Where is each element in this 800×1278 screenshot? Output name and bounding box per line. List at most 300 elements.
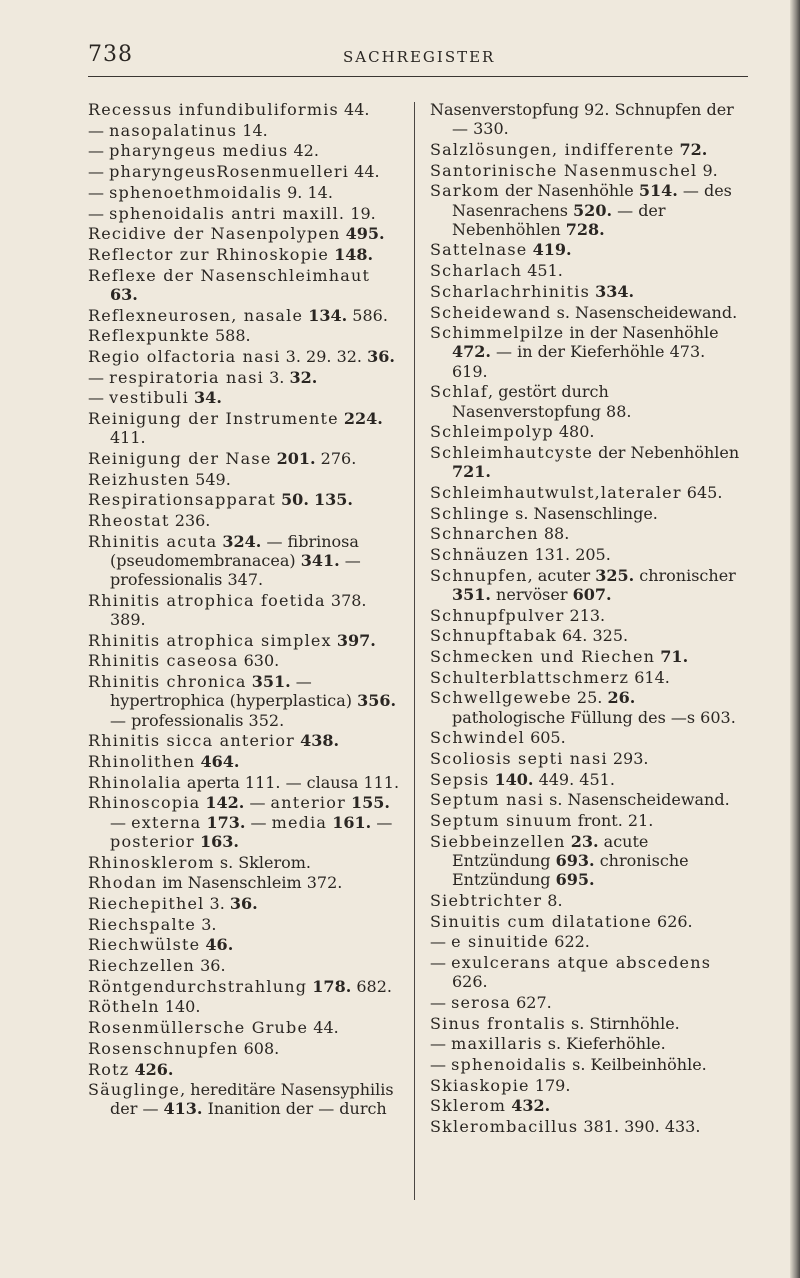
entry-text: — bbox=[88, 388, 110, 408]
entry-page-ref: 721. bbox=[452, 462, 491, 482]
entry-text: 3. bbox=[204, 893, 230, 913]
entry-page-ref: 63. bbox=[110, 284, 138, 304]
entry-text: front. 21. bbox=[572, 811, 654, 831]
entry-text: 179. bbox=[529, 1075, 571, 1095]
entry-headword: Reflexneurosen, nasale bbox=[88, 305, 304, 325]
entry-headword: Sinus frontalis bbox=[430, 1013, 566, 1033]
entry-headword: Reinigung der Nase bbox=[88, 448, 272, 468]
index-entry-riechzellen bbox=[88, 956, 402, 975]
index-entry-schleimhautcyste bbox=[430, 443, 742, 481]
entry-headword: posterior bbox=[110, 831, 195, 851]
entry-page-ref: 23. bbox=[570, 831, 599, 851]
entry-text: 25. bbox=[571, 688, 608, 708]
entry-page-ref: 163. bbox=[199, 831, 239, 851]
index-entry-skiaskopie bbox=[430, 1076, 742, 1095]
entry-headword: maxillaris bbox=[451, 1034, 543, 1054]
index-entry-sinus-frontalis bbox=[430, 1014, 742, 1033]
entry-headword: Rhinitis chronica bbox=[88, 672, 247, 692]
entry-text: 645. bbox=[681, 482, 723, 502]
entry-headword: Reflexpunkte bbox=[88, 326, 210, 346]
entry-text: — der Nebenhöhlen bbox=[452, 200, 666, 239]
column-divider bbox=[414, 102, 415, 1200]
index-entry-schleimpolyp bbox=[430, 422, 742, 441]
entry-text: Nasenverstopfung 92. Schnupfen der — 330. bbox=[430, 100, 734, 139]
index-entry-santorinische bbox=[430, 161, 742, 180]
entry-page-ref: 520. bbox=[573, 200, 613, 220]
entry-text: 411. bbox=[110, 428, 146, 448]
index-entry-septum-sinuum bbox=[430, 811, 742, 830]
entry-headword: Schnupfpulver bbox=[430, 605, 565, 625]
index-entry-sattelnase bbox=[430, 240, 742, 259]
entry-page-ref: 72. bbox=[679, 139, 708, 159]
entry-headword: Regio olfactoria nasi bbox=[88, 346, 281, 366]
entry-headword: Schlaf bbox=[430, 382, 489, 402]
entry-text: — bbox=[88, 162, 110, 182]
index-entry-roentgendurchstrahlung bbox=[88, 977, 402, 996]
entry-headword: Rhinolithen bbox=[88, 752, 196, 771]
index-entry-sinuitis-sinuitide bbox=[430, 932, 742, 951]
entry-headword: sphenoidalis bbox=[451, 1055, 568, 1075]
entry-headword: Recidive der Nasenpolypen bbox=[88, 224, 341, 244]
entry-headword: Schnarchen bbox=[430, 524, 539, 544]
index-entry-regio-respiratoria bbox=[88, 368, 402, 387]
entry-headword: Rötheln bbox=[88, 997, 160, 1017]
entry-text: aperta 111. — clausa 111. bbox=[181, 772, 400, 792]
index-entry-rhinosklerom bbox=[88, 853, 402, 872]
index-entry-recidive bbox=[88, 224, 402, 243]
index-entry-septum-nasi bbox=[430, 790, 742, 809]
entry-headword: anterior bbox=[270, 793, 346, 813]
entry-text: — des Nasenrachens bbox=[452, 181, 732, 220]
entry-text: 480. bbox=[553, 422, 595, 442]
index-entry-schlinge bbox=[430, 504, 742, 523]
entry-page-ref: 324. bbox=[222, 531, 262, 551]
index-entry-schnupftabak bbox=[430, 626, 742, 645]
entry-text: 588. bbox=[209, 326, 251, 346]
entry-page-ref: 693. bbox=[555, 851, 595, 871]
entry-page-ref: 142. bbox=[205, 793, 245, 813]
left-index-column bbox=[88, 100, 402, 1120]
entry-headword: Schnupftabak bbox=[430, 626, 557, 646]
entry-headword: sphenoidalis antri maxill. bbox=[109, 203, 346, 223]
entry-headword: media bbox=[271, 812, 328, 832]
entry-headword: Sklerombacillus bbox=[430, 1117, 579, 1137]
entry-text: chronischer bbox=[634, 565, 736, 585]
entry-headword: Rheostat bbox=[88, 511, 170, 531]
entry-page-ref: 413. bbox=[163, 1099, 203, 1119]
index-entry-rheostat bbox=[88, 511, 402, 530]
entry-text: 44. bbox=[349, 162, 380, 182]
entry-text: pathologische Füllung des —s 603. bbox=[452, 707, 736, 727]
entry-page-ref: 46. bbox=[205, 935, 234, 955]
entry-page-ref: 334. bbox=[595, 281, 635, 301]
entry-page-ref: 36. bbox=[367, 346, 395, 366]
index-entry-siebbeinzellen bbox=[430, 832, 742, 890]
entry-text: 44. bbox=[308, 1018, 339, 1038]
entry-headword: Reflector zur Rhinoskopie bbox=[88, 244, 330, 264]
entry-headword: Sattelnase bbox=[430, 240, 528, 260]
index-entry-saeuglinge bbox=[88, 1080, 402, 1118]
index-entry-schlaf bbox=[430, 382, 742, 420]
index-entry-reflector bbox=[88, 245, 402, 264]
index-entry-rhinitis-atrophica-simplex bbox=[88, 631, 402, 650]
entry-page-ref: 464. bbox=[200, 752, 240, 771]
entry-page-ref: 351. bbox=[452, 584, 491, 604]
entry-text: — bbox=[430, 932, 452, 952]
entry-headword: Scoliosis septi nasi bbox=[430, 749, 608, 768]
entry-headword: Recessus infundibuliformis bbox=[88, 100, 339, 119]
entry-headword: Schleimpolyp bbox=[430, 422, 554, 442]
entry-headword: Schwellgewebe bbox=[430, 688, 572, 708]
entry-text: Inanition der — durch bbox=[202, 1099, 387, 1119]
entry-text: — bbox=[110, 812, 132, 832]
index-entry-schnupfpulver bbox=[430, 606, 742, 625]
entry-headword: serosa bbox=[451, 992, 512, 1012]
entry-text: 3. 29. 32. bbox=[280, 346, 368, 366]
entry-text: chronische Entzündung bbox=[452, 851, 689, 890]
entry-page-ref: 695. bbox=[555, 870, 595, 890]
entry-text: — professionalis 352. bbox=[110, 710, 285, 730]
index-entry-scharlach bbox=[430, 261, 742, 280]
entry-page-ref: 36. bbox=[229, 893, 258, 913]
entry-text: 19. bbox=[345, 203, 376, 223]
entry-text: — bbox=[430, 953, 452, 973]
entry-headword: externa bbox=[131, 812, 202, 832]
entry-text: , acuter bbox=[527, 565, 596, 585]
index-entry-schwindel bbox=[430, 728, 742, 747]
entry-text: nervöser bbox=[490, 584, 573, 604]
entry-headword: Scharlach bbox=[430, 261, 523, 281]
entry-headword: Septum sinuum bbox=[430, 811, 573, 831]
entry-page-ref: 50. bbox=[281, 490, 309, 510]
entry-headword: Riechzellen bbox=[88, 956, 196, 976]
entry-page-ref: 472. bbox=[452, 342, 491, 362]
entry-page-ref: 71. bbox=[660, 646, 689, 666]
entry-headword: Siebbeinzellen bbox=[430, 831, 566, 851]
entry-page-ref: 438. bbox=[300, 731, 340, 751]
entry-text: der Nebenhöhlen bbox=[593, 442, 740, 462]
index-entry-schwellgewebe bbox=[430, 688, 742, 726]
entry-headword: vestibuli bbox=[109, 388, 189, 408]
index-entry-sinuitis-serosa bbox=[430, 993, 742, 1012]
index-entry-sepsis bbox=[430, 770, 742, 789]
entry-headword: Respirationsapparat bbox=[88, 490, 276, 510]
entry-page-ref: 356. bbox=[357, 691, 397, 711]
index-entry-rhinolalia bbox=[88, 773, 402, 792]
index-entry-rhinitis-sicca bbox=[88, 731, 402, 750]
entry-page-ref: 34. bbox=[194, 388, 222, 408]
index-entry-rosenschnupfen bbox=[88, 1039, 402, 1058]
entry-text: — bbox=[430, 992, 452, 1012]
entry-page-ref: 201. bbox=[276, 448, 316, 468]
entry-headword: pharyngeus medius bbox=[109, 141, 289, 161]
entry-headword: nasopalatinus bbox=[109, 120, 238, 140]
entry-headword: Rhinolalia bbox=[88, 772, 182, 792]
entry-text: 42. bbox=[288, 141, 319, 161]
entry-headword: Schleimhautcyste bbox=[430, 442, 593, 462]
entry-headword: Schnupfen bbox=[430, 565, 528, 585]
entry-headword: Sinuitis cum dilatatione bbox=[430, 911, 652, 931]
entry-text: 622. bbox=[549, 932, 590, 952]
index-entry-scoliosis bbox=[430, 749, 742, 768]
entry-headword: Rhinitis sicca anterior bbox=[88, 731, 295, 751]
entry-headword: Rhinoscopia bbox=[88, 793, 201, 813]
entry-text: 9. 14. bbox=[282, 182, 333, 202]
entry-text: 614. bbox=[629, 667, 670, 687]
index-entry-rhodan bbox=[88, 873, 402, 892]
index-entry-schnaeuzen bbox=[430, 545, 742, 564]
entry-headword: Rotz bbox=[88, 1059, 130, 1079]
entry-text: — bbox=[88, 141, 110, 161]
entry-text: 44. bbox=[338, 100, 370, 119]
entry-page-ref: 397. bbox=[336, 630, 376, 650]
entry-page-ref: 426. bbox=[134, 1059, 174, 1079]
entry-text: 3. bbox=[196, 914, 217, 934]
index-entry-reflexneurosen bbox=[88, 306, 402, 325]
entry-headword: Schmecken und Riechen bbox=[430, 646, 656, 666]
page-edge bbox=[790, 0, 800, 1278]
entry-text: 586. bbox=[347, 305, 388, 325]
entry-text: — bbox=[88, 203, 110, 223]
entry-text: — bbox=[88, 182, 110, 202]
entry-text: — bbox=[245, 812, 272, 832]
entry-headword: Reinigung der Instrumente bbox=[88, 409, 339, 429]
entry-text: 36. bbox=[195, 956, 226, 976]
entry-page-ref: 432. bbox=[511, 1096, 551, 1116]
entry-headword: exulcerans atque abscedens bbox=[451, 953, 712, 973]
index-entry-recessus bbox=[88, 100, 402, 119]
entry-headword: Septum nasi bbox=[430, 790, 545, 810]
entry-text: 451. bbox=[522, 261, 563, 281]
index-entry-scharlachrhinitis bbox=[430, 282, 742, 301]
entry-text: s. Nasenscheidewand. bbox=[551, 302, 738, 322]
index-entry-sinuitis bbox=[430, 912, 742, 931]
entry-headword: Rhinosklerom bbox=[88, 852, 215, 872]
entry-text: acute Entzündung bbox=[452, 831, 649, 871]
entry-text: 88. bbox=[538, 524, 570, 544]
entry-text: s. Stirnhöhle. bbox=[565, 1013, 680, 1033]
index-entry-reinigung-nase bbox=[88, 449, 402, 468]
entry-text: 608. bbox=[238, 1038, 280, 1058]
entry-text: 140. bbox=[159, 997, 201, 1017]
entry-headword: Säuglinge bbox=[88, 1080, 181, 1100]
entry-headword: Schulterblattschmerz bbox=[430, 667, 630, 687]
entry-text: — hypertrophica (hyperplastica) bbox=[110, 672, 358, 711]
index-entry-schnarchen bbox=[430, 524, 742, 543]
entry-headword: Riechepithel bbox=[88, 893, 205, 913]
entry-page-ref: 32. bbox=[289, 367, 318, 387]
entry-text: 276. bbox=[315, 448, 357, 468]
entry-headword: Sarkom bbox=[430, 181, 500, 201]
index-entry-pharyngeus-rosenmuelleri bbox=[88, 162, 402, 181]
entry-headword: pharyngeusRosenmuelleri bbox=[109, 162, 350, 182]
entry-text: 627. bbox=[511, 992, 552, 1012]
entry-headword: Rhinitis atrophica simplex bbox=[88, 630, 332, 650]
index-entry-salzloesungen bbox=[430, 140, 742, 159]
entry-text: 626. bbox=[452, 972, 488, 992]
index-entry-rotz bbox=[88, 1060, 402, 1079]
entry-headword: Skiaskopie bbox=[430, 1075, 530, 1095]
entry-text: 682. bbox=[351, 976, 392, 996]
entry-page-ref: 148. bbox=[334, 244, 374, 264]
entry-headword: Sepsis bbox=[430, 769, 490, 789]
index-entry-reinigung-instrumente bbox=[88, 409, 402, 447]
index-entry-regio-olfactoria bbox=[88, 347, 402, 366]
entry-headword: Rhinitis acuta bbox=[88, 531, 218, 551]
index-entry-sinus-maxillaris bbox=[430, 1034, 742, 1053]
index-entry-nasopalatinus bbox=[88, 121, 402, 140]
entry-text: s. Keilbeinhöhle. bbox=[567, 1055, 707, 1075]
entry-headword: Santorinische Nasenmuschel bbox=[430, 160, 698, 180]
entry-headword: Schimmelpilze bbox=[430, 323, 565, 343]
index-entry-reflexpunkte bbox=[88, 326, 402, 345]
entry-text: s. Nasenschlinge. bbox=[510, 503, 658, 523]
entry-text: 64. 325. bbox=[556, 626, 629, 646]
entry-text: 626. bbox=[651, 911, 693, 931]
index-entry-sinus-sphenoidalis bbox=[430, 1055, 742, 1074]
entry-text: 378. 389. bbox=[110, 590, 367, 630]
entry-text: 8. bbox=[542, 890, 563, 910]
entry-text: — fibrinosa (pseudomembranacea) bbox=[110, 531, 359, 570]
page-number: 738 bbox=[88, 42, 133, 67]
entry-text: 3. bbox=[264, 367, 290, 387]
entry-headword: e sinuitide bbox=[451, 932, 550, 952]
entry-text: — bbox=[88, 120, 110, 140]
entry-page-ref: 135. bbox=[313, 490, 353, 510]
index-entry-siebtrichter bbox=[430, 891, 742, 910]
entry-headword: sphenoethmoidalis bbox=[109, 182, 283, 202]
entry-headword: Riechwülste bbox=[88, 935, 201, 955]
index-entry-sphenoidalis bbox=[88, 204, 402, 223]
entry-page-ref: 419. bbox=[532, 240, 572, 260]
entry-page-ref: 140. bbox=[494, 769, 534, 789]
entry-page-ref: 161. bbox=[332, 812, 372, 832]
entry-text: — professionalis 347. bbox=[110, 550, 361, 590]
index-entry-sphenoethmoidalis bbox=[88, 183, 402, 202]
entry-headword: respiratoria nasi bbox=[109, 367, 264, 387]
entry-headword: Rosenmüllersche Grube bbox=[88, 1018, 309, 1038]
index-entry-riechepithel bbox=[88, 894, 402, 913]
index-entry-rhinolithen bbox=[88, 752, 402, 771]
header-rule bbox=[88, 76, 748, 77]
entry-page-ref: 514. bbox=[638, 181, 678, 201]
entry-text: in der Nasenhöhle bbox=[564, 323, 719, 343]
entry-page-ref: 224. bbox=[343, 409, 383, 429]
entry-headword: Riechspalte bbox=[88, 914, 197, 934]
entry-page-ref: 351. bbox=[251, 672, 291, 692]
entry-headword: Röntgendurchstrahlung bbox=[88, 976, 308, 996]
index-entry-rhinitis-atrophica-foetida bbox=[88, 591, 402, 629]
entry-text: s. Sklerom. bbox=[214, 852, 312, 872]
entry-headword: Siebtrichter bbox=[430, 890, 543, 910]
index-entry-schnupfen bbox=[430, 566, 742, 604]
entry-text: im Nasenschleim 372. bbox=[157, 873, 343, 893]
entry-text: — bbox=[371, 812, 393, 832]
entry-text: 236. bbox=[169, 511, 211, 531]
index-entry-sarkom bbox=[430, 181, 742, 239]
index-entry-reizhusten bbox=[88, 470, 402, 489]
entry-text: — bbox=[430, 1034, 452, 1054]
entry-headword: Schleimhautwulst,lateraler bbox=[430, 482, 682, 502]
index-entry-regio-vestibuli bbox=[88, 388, 402, 407]
index-entry-riechwuelste bbox=[88, 935, 402, 954]
entry-page-ref: 728. bbox=[565, 219, 605, 239]
entry-text: — bbox=[88, 367, 110, 387]
entry-headword: Sklerom bbox=[430, 1096, 507, 1116]
entry-text: 449. 451. bbox=[533, 769, 615, 789]
index-entry-schulterblattschmerz bbox=[430, 668, 742, 687]
entry-text: 213. bbox=[564, 605, 606, 625]
entry-text: — bbox=[430, 1055, 452, 1075]
index-entry-schleimhautwulst bbox=[430, 483, 742, 502]
entry-page-ref: 341. bbox=[300, 550, 340, 570]
entry-headword: Salzlösungen, indifferente bbox=[430, 139, 675, 159]
index-entry-pharyngeus bbox=[88, 141, 402, 160]
entry-headword: Rhodan bbox=[88, 873, 158, 893]
entry-text: — bbox=[244, 793, 271, 813]
entry-headword: Scheidewand bbox=[430, 302, 552, 322]
entry-headword: Rhinitis caseosa bbox=[88, 651, 239, 671]
entry-text: , gestört durch Nasenverstopfung 88. bbox=[452, 382, 632, 421]
index-entry-scheidewand bbox=[430, 303, 742, 322]
entry-page-ref: 495. bbox=[345, 224, 385, 244]
index-entry-rhinitis-caseosa bbox=[88, 651, 402, 670]
index-entry-roetheln bbox=[88, 997, 402, 1016]
entry-text: 605. bbox=[524, 728, 566, 748]
entry-text: 549. bbox=[190, 469, 231, 489]
entry-text: s. Nasenscheidewand. bbox=[544, 790, 730, 810]
entry-page-ref: 134. bbox=[308, 305, 348, 325]
entry-text: , hereditäre Nasensyphilis der — bbox=[110, 1080, 394, 1119]
index-entry-rhinitis-chronica bbox=[88, 672, 402, 730]
entry-page-ref: 325. bbox=[595, 565, 635, 585]
entry-text: 293. bbox=[607, 749, 649, 768]
index-entry-nasenverstopfung bbox=[430, 100, 742, 138]
entry-text: 131. 205. bbox=[529, 544, 611, 564]
entry-headword: Scharlachrhinitis bbox=[430, 281, 590, 301]
entry-text: — in der Kieferhöhle 473. 619. bbox=[452, 342, 706, 381]
index-entry-respirationsapparat bbox=[88, 490, 402, 509]
index-entry-schmecken bbox=[430, 647, 742, 666]
entry-page-ref: 178. bbox=[312, 976, 352, 996]
entry-text: s. Kieferhöhle. bbox=[542, 1034, 666, 1054]
entry-headword: Schlinge bbox=[430, 503, 511, 523]
right-index-column bbox=[430, 100, 742, 1138]
entry-page-ref: 155. bbox=[351, 793, 390, 813]
index-entry-riechspalte bbox=[88, 915, 402, 934]
page-header bbox=[88, 36, 728, 72]
index-entry-sinuitis-exulcerans bbox=[430, 953, 742, 991]
entry-headword: Schnäuzen bbox=[430, 544, 530, 564]
index-entry-rhinoscopia bbox=[88, 793, 402, 851]
entry-headword: Reizhusten bbox=[88, 469, 191, 489]
entry-headword: Rhinitis atrophica foetida bbox=[88, 590, 326, 610]
entry-text: 14. bbox=[237, 120, 268, 140]
entry-headword: Schwindel bbox=[430, 728, 525, 748]
entry-text: der Nasenhöhle bbox=[499, 181, 639, 201]
running-head: SACHREGISTER bbox=[343, 48, 496, 66]
index-entry-sklerombacillus bbox=[430, 1117, 742, 1136]
entry-page-ref: 173. bbox=[206, 812, 246, 832]
index-entry-rosenmuellersche-grube bbox=[88, 1018, 402, 1037]
entry-text: 381. 390. 433. bbox=[578, 1117, 701, 1137]
index-entry-schimmelpilze bbox=[430, 323, 742, 381]
entry-text: 9. bbox=[697, 160, 718, 180]
entry-page-ref: 607. bbox=[572, 584, 612, 604]
entry-text: 630. bbox=[238, 651, 280, 671]
index-entry-sklerom bbox=[430, 1096, 742, 1115]
entry-headword: Rosenschnupfen bbox=[88, 1038, 239, 1058]
